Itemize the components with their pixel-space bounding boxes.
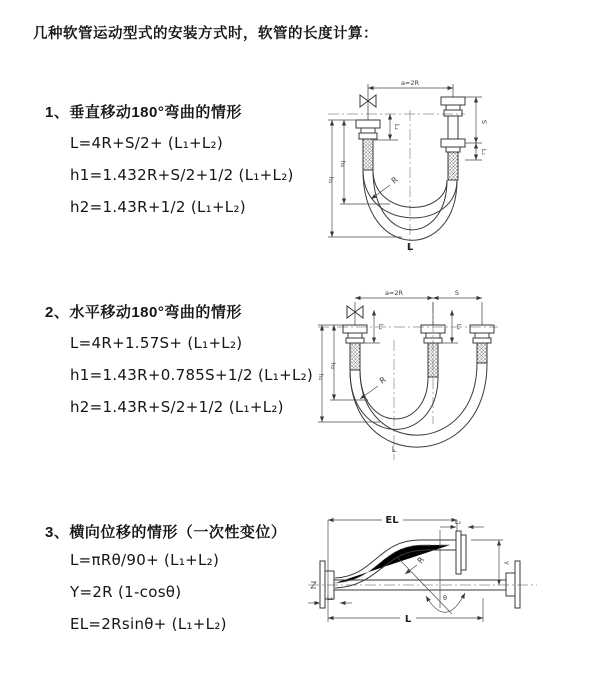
- upper-flange: [456, 531, 466, 574]
- formula-line: h2=1.43R+1/2 (L₁+L₂): [70, 198, 246, 216]
- dim-label-l1: L₁: [393, 123, 401, 131]
- centerlines: [318, 302, 498, 460]
- section-1-heading: 1、垂直移动180°弯曲的情形: [45, 104, 242, 121]
- dim-label-l: L: [391, 445, 397, 454]
- dim-label-l: L: [404, 614, 412, 625]
- dim-label-y: Y: [502, 561, 510, 565]
- dimension-lines: [318, 298, 482, 422]
- formula-line: EL=2Rsinθ+ (L₁+L₂): [70, 615, 227, 633]
- dim-label-r: R: [377, 375, 388, 386]
- diagram-lateral-displacement: [300, 500, 600, 645]
- formula-line: L=4R+1.57S+ (L₁+L₂): [70, 334, 243, 352]
- dim-label-h1: h₁: [317, 373, 325, 381]
- formula-line: L=πRθ/90+ (L₁+L₂): [70, 551, 220, 569]
- dim-label-l1: L₁: [326, 594, 334, 602]
- hose-curves: [350, 363, 487, 447]
- dim-label-l: L: [406, 242, 414, 253]
- section-3-heading: 3、横向位移的情形（一次性变位）: [45, 524, 287, 541]
- dim-label-h1: h₁: [327, 176, 335, 184]
- dim-label-el: EL: [385, 515, 399, 526]
- dim-label-a2r: a=2R: [384, 289, 404, 297]
- formula-line: h2=1.43R+S/2+1/2 (L₁+L₂): [70, 398, 284, 416]
- left-fitting: [343, 302, 367, 370]
- dim-label-r: R: [389, 175, 400, 186]
- left-fitting: [356, 84, 380, 170]
- formula-line: h1=1.432R+S/2+1/2 (L₁+L₂): [70, 166, 294, 184]
- diagram-vertical-180-bend: [310, 72, 600, 262]
- formula-line: L=4R+S/2+ (L₁+L₂): [70, 134, 224, 152]
- formula-line: Y=2R (1-cosθ): [70, 583, 182, 601]
- dimension-lines: [308, 520, 503, 622]
- dim-label-l2: L₂: [454, 518, 462, 526]
- page-title: 几种软管运动型式的安装方式时，软管的长度计算：: [33, 26, 378, 42]
- formula-line: h1=1.43R+0.785S+1/2 (L₁+L₂): [70, 366, 314, 384]
- dim-label-l1: L₁: [377, 323, 385, 331]
- dim-label-h2: h₂: [339, 160, 347, 168]
- right-fitting: [470, 302, 494, 363]
- dim-label-s: S: [480, 119, 488, 125]
- dim-label-theta: θ: [443, 594, 447, 602]
- dim-label-l2: L₂: [480, 148, 488, 156]
- dim-label-h2: h₂: [329, 362, 337, 370]
- right-fitting: [441, 84, 465, 180]
- middle-fitting: [421, 302, 445, 377]
- diagram-horizontal-180-bend: [310, 282, 600, 472]
- dim-label-s: S: [454, 289, 460, 297]
- right-flange: [506, 561, 520, 608]
- dim-label-r: R: [415, 555, 427, 566]
- section-2-heading: 2、水平移动180°弯曲的情形: [45, 304, 242, 321]
- dim-label-l1-2: L₁: [455, 323, 463, 331]
- dim-label-a2r: a=2R: [400, 79, 420, 87]
